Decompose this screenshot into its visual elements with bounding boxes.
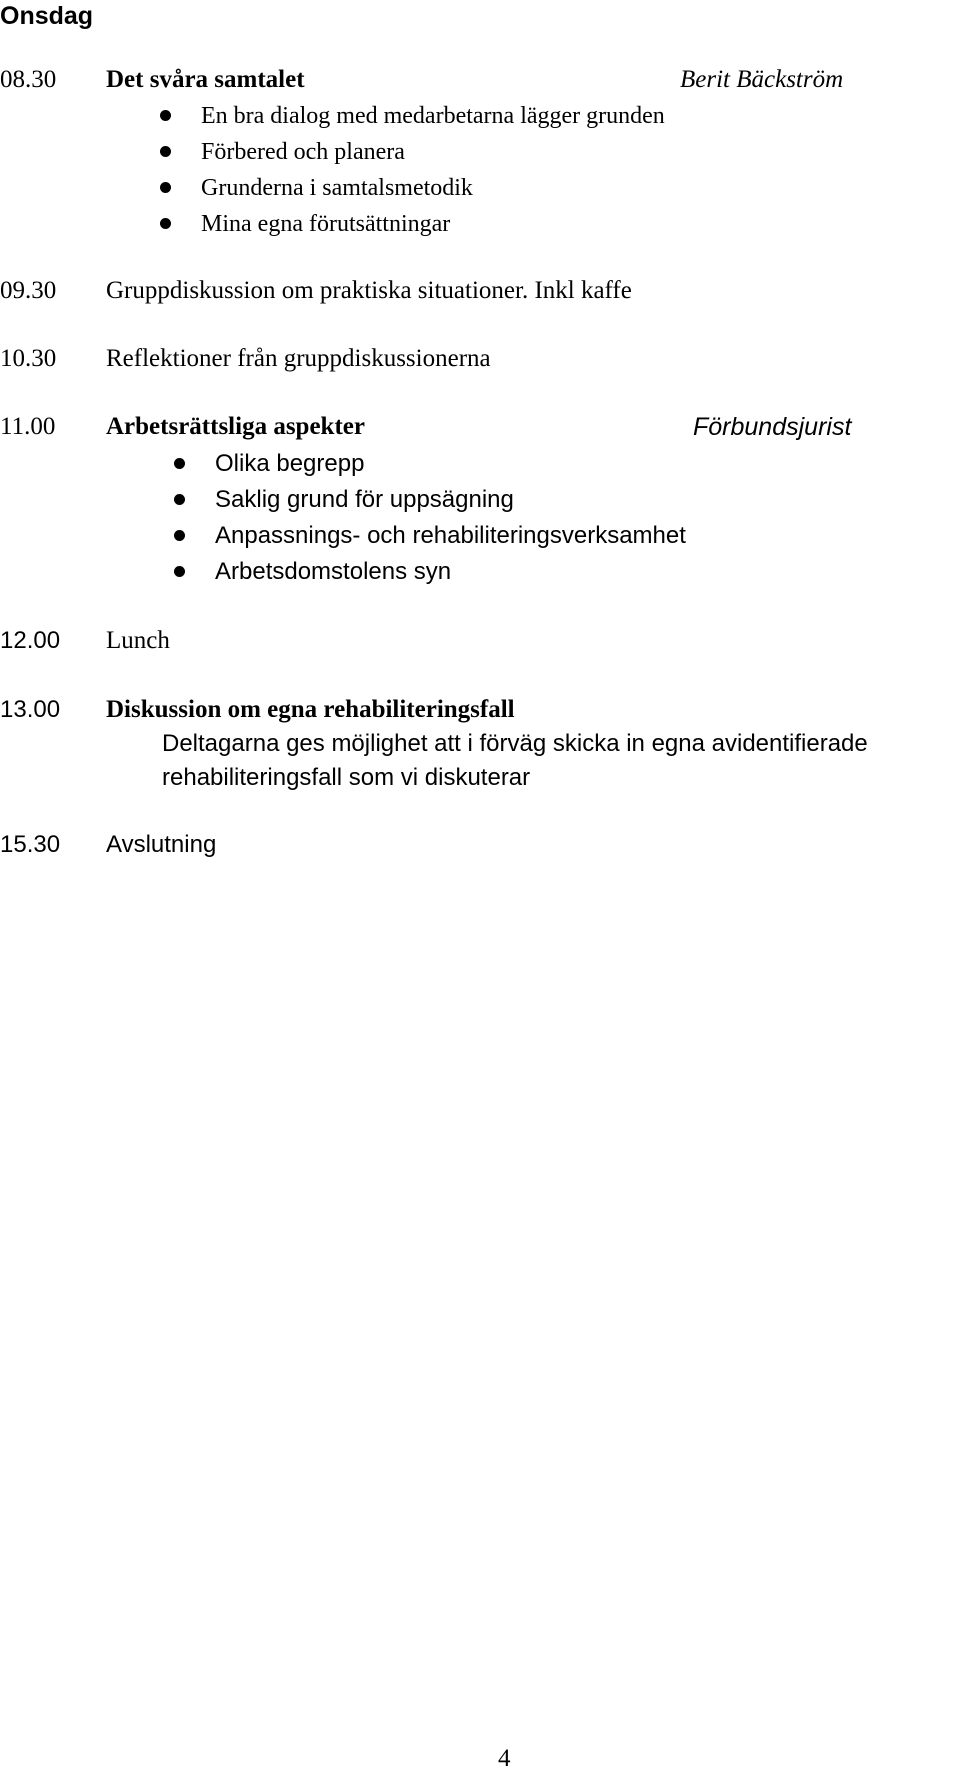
entry-time: 11.00 [0,413,56,440]
entry-title: Arbetsrättsliga aspekter [106,413,365,440]
page-number: 4 [498,1745,511,1772]
entry-title: Reflektioner från gruppdiskussionerna [106,345,491,372]
entry-speaker: Förbundsjurist [693,413,852,441]
schedule-entry-0830 [0,63,960,97]
entry-title: Det svåra samtalet [106,66,305,93]
bullet-icon [174,566,185,577]
schedule-entry-1530 [0,828,960,862]
entry-time: 08.30 [0,66,57,93]
entry-title: Diskussion om egna rehabiliteringsfall [106,696,515,723]
entry-speaker: Berit Bäckström [680,66,844,93]
bullet-icon [174,458,185,469]
schedule-entry-1300 [0,693,960,727]
schedule-entry-0930 [0,274,960,308]
entry-time: 12.00 [0,627,61,654]
entry-time: 10.30 [0,345,57,372]
bullet-icon [174,530,185,541]
entry-description-line: Deltagarna ges möjlighet att i förväg skicka in egna avidentifierade [162,730,868,757]
entry-time: 09.30 [0,277,57,304]
entry-time: 15.30 [0,831,61,858]
entry-title: Gruppdiskussion om praktiska situationer. Inkl kaffe [106,277,632,304]
bullet-icon [174,494,185,505]
bullet-icon [160,218,171,229]
entry-title: Avslutning [106,831,217,858]
day-heading: Onsdag [0,2,94,30]
bullet-icon [160,182,171,193]
schedule-entry-1030 [0,342,960,376]
bullet-icon [160,110,171,121]
schedule-entry-1200 [0,624,960,658]
bullet-icon [160,146,171,157]
schedule-entry-1100 [0,410,960,444]
entry-description-line: rehabiliteringsfall som vi diskuterar [162,764,531,791]
entry-time: 13.00 [0,696,61,723]
entry-title: Lunch [106,627,170,654]
